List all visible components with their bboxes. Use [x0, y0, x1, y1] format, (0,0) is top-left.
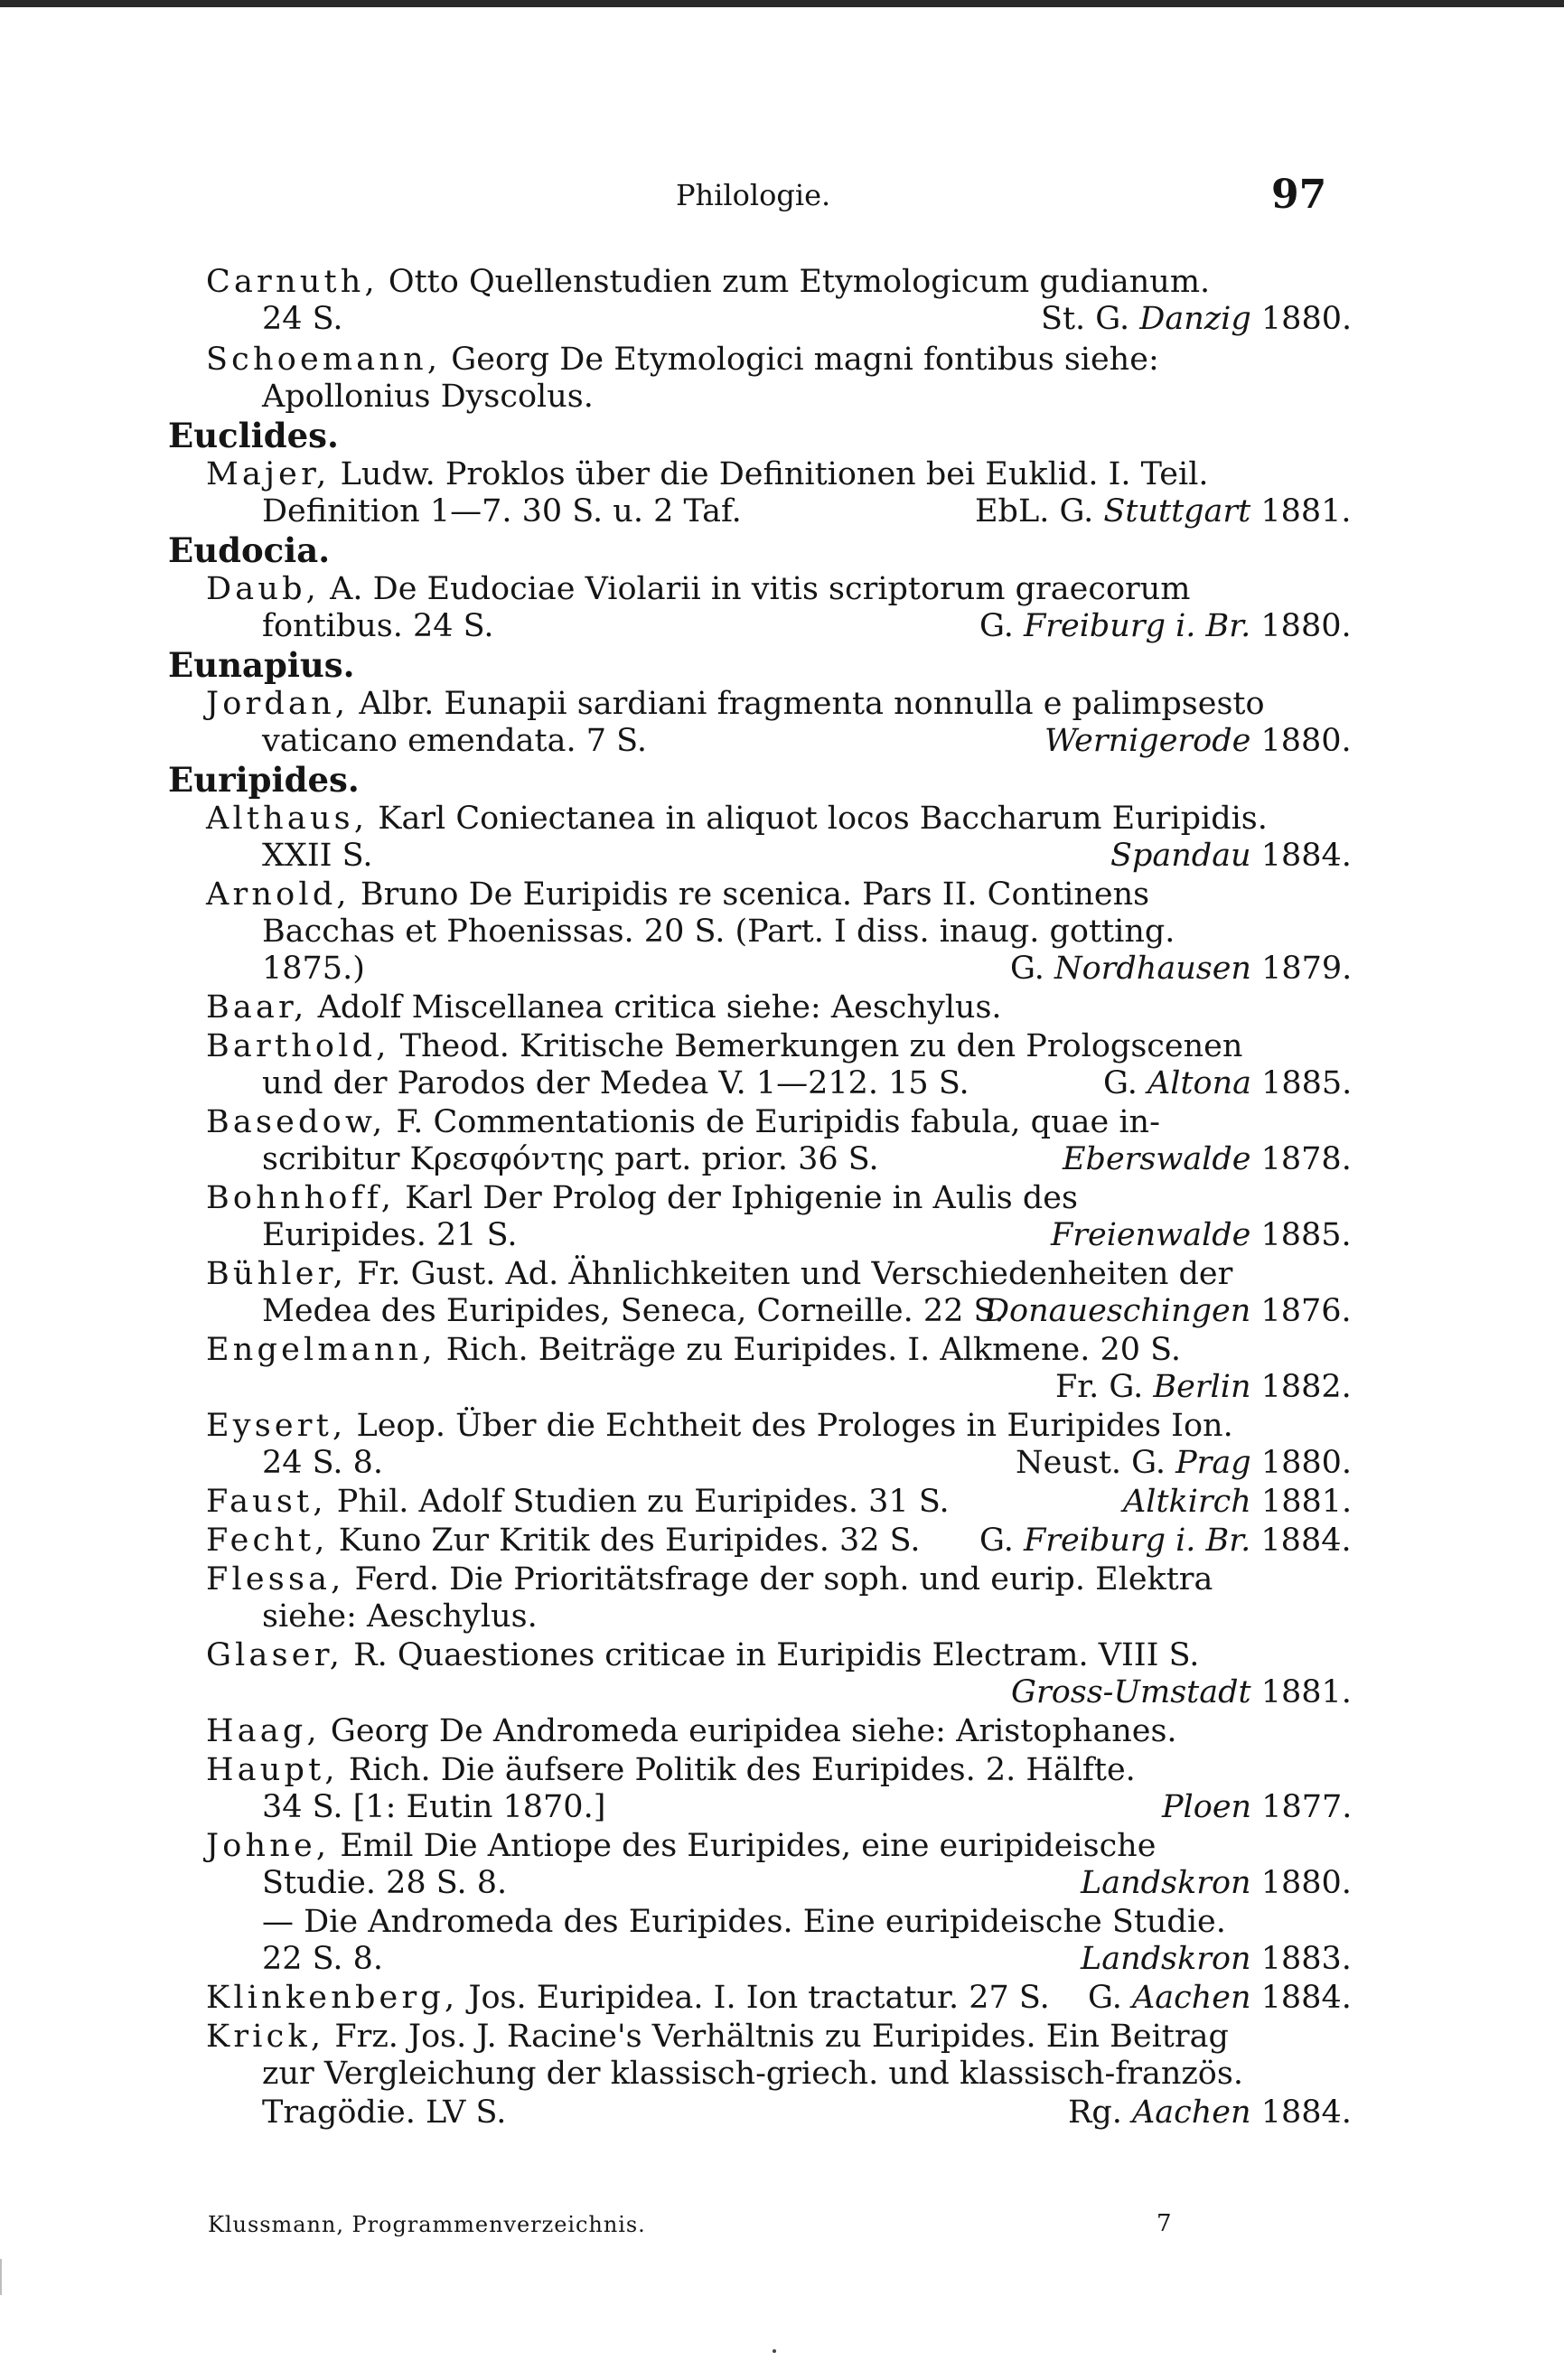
- entry-continuation: [262, 377, 594, 417]
- year: 1877.: [1251, 1789, 1353, 1825]
- entry-line: [206, 684, 1265, 724]
- year: 1876.: [1250, 1293, 1352, 1329]
- imprint: [1011, 1673, 1352, 1712]
- place-name: Freiburg i. Br.: [1023, 608, 1251, 644]
- place-name: Berlin: [1153, 1369, 1251, 1405]
- year: 1880.: [1250, 723, 1352, 759]
- entry-line: [206, 1826, 1156, 1866]
- imprint: [1123, 1482, 1352, 1522]
- entry-text: A. De Eudociae Violarii in vitis scriptorum graecorum: [320, 571, 1191, 607]
- author-surname: Bohnhoff,: [206, 1180, 396, 1216]
- school-type: G.: [979, 608, 1024, 644]
- place-name: Landskron: [1081, 1941, 1251, 1977]
- entry-continuation: [262, 836, 1352, 876]
- imprint: [1016, 1443, 1352, 1483]
- entry-text: siehe: Aeschylus.: [262, 1598, 538, 1635]
- entry-text: Jos. Euripidea. I. Ion tractatur. 27 S.: [458, 1980, 1050, 2016]
- year: 1879.: [1250, 951, 1353, 987]
- imprint: [1162, 1787, 1352, 1827]
- imprint: [979, 606, 1352, 646]
- entry-line: [206, 1102, 1160, 1142]
- entry-continuation: [262, 606, 1352, 646]
- author-surname: Johne,: [206, 1828, 331, 1864]
- entry-text: Ferd. Die Prioritätsfrage der soph. und eurip. Elektra: [344, 1561, 1213, 1598]
- entry-continuation: [262, 1215, 1352, 1255]
- place-name: Freienwalde: [1051, 1217, 1251, 1253]
- entry-continuation: [262, 912, 1175, 951]
- entry-text: Ludw. Proklos über die Definitionen bei Euklid. I. Teil.: [330, 456, 1209, 492]
- year: 1880.: [1250, 1865, 1352, 1901]
- entry-continuation: [262, 949, 1353, 989]
- imprint: [979, 1521, 1352, 1560]
- entry-text: Bacchas et Phoenissas. 20 S. (Part. I diss. inaug. gotting.: [262, 914, 1175, 950]
- section-heading: [168, 530, 330, 570]
- imprint: [1051, 1215, 1352, 1255]
- entry-text: zur Vergleichung der klassisch-griech. und klassisch-französ.: [262, 2056, 1243, 2092]
- year: 1880.: [1250, 301, 1353, 337]
- entry-line: [206, 1406, 1233, 1446]
- entry-continuation: [262, 1787, 1353, 1827]
- author-surname: Eysert,: [206, 1408, 347, 1444]
- entry-line: [206, 1750, 1136, 1790]
- author-surname: Schoemann,: [206, 342, 442, 378]
- author-surname: Haag,: [206, 1713, 321, 1749]
- running-header: Philologie.: [676, 178, 831, 212]
- imprint: [1068, 2093, 1352, 2132]
- section-heading: [168, 760, 360, 800]
- entry-text: vaticano emendata. 7 S.: [262, 723, 647, 759]
- entry-continuation: [262, 1139, 1352, 1179]
- entry-text: Rich. Die äufsere Politik des Euripides. 2. Hälfte.: [338, 1752, 1136, 1788]
- entry-continuation: [262, 1863, 1352, 1903]
- school-type: EbL. G.: [975, 493, 1104, 529]
- section-heading: [168, 645, 355, 685]
- entry-line: [206, 1635, 1199, 1675]
- author-surname: Carnuth,: [206, 264, 379, 300]
- entry-line: [206, 340, 1159, 379]
- school-type: Fr. G.: [1055, 1369, 1154, 1405]
- entry-line: [206, 875, 1149, 914]
- author-surname: Jordan,: [206, 686, 350, 722]
- entry-continuation: [262, 2093, 1352, 2132]
- entry-continuation: [262, 299, 1353, 339]
- entry-text: Definition 1—7. 30 S. u. 2 Taf.: [262, 493, 742, 529]
- entry-text: Bruno De Euripidis re scenica. Pars II. Continens: [350, 876, 1150, 913]
- author-surname: Arnold,: [206, 876, 351, 913]
- imprint: [1081, 1939, 1352, 1979]
- entry-text: Medea des Euripides, Seneca, Corneille. 22 S.: [262, 1293, 1005, 1329]
- entry-continuation: [262, 492, 1352, 531]
- entry-text: fontibus. 24 S.: [262, 608, 494, 644]
- place-name: Spandau: [1110, 838, 1251, 874]
- imprint: [1063, 1139, 1352, 1179]
- entry-line: [206, 1482, 1353, 1522]
- author-surname: Engelmann,: [206, 1332, 436, 1368]
- scan-speck: [773, 2349, 776, 2353]
- place-name: Stuttgart: [1103, 493, 1251, 529]
- author-surname: Klinkenberg,: [206, 1980, 459, 2016]
- imprint: [975, 492, 1352, 531]
- entry-continuation: [262, 1597, 538, 1636]
- school-type: G.: [1088, 1980, 1132, 2016]
- entry-continuation: [262, 1064, 1353, 1103]
- author-surname: Basedow,: [206, 1104, 387, 1140]
- year: 1880.: [1250, 608, 1352, 644]
- place-name: Freiburg i. Br.: [1023, 1523, 1251, 1559]
- entry-line: [206, 1978, 1352, 2018]
- entry-line: [206, 1026, 1242, 1066]
- school-type: G.: [1103, 1065, 1147, 1101]
- entry-line: [206, 1254, 1232, 1294]
- place-name: Altona: [1147, 1065, 1251, 1101]
- heading-text: Eunapius.: [168, 645, 355, 685]
- author-surname: Krick,: [206, 2019, 325, 2055]
- entry-text: und der Parodos der Medea V. 1—212. 15 S.: [262, 1065, 969, 1101]
- place-name: Eberswalde: [1063, 1141, 1251, 1177]
- entry-text: Karl Der Prolog der Iphigenie in Aulis des: [395, 1180, 1078, 1216]
- entry-text: Studie. 28 S. 8.: [262, 1865, 508, 1901]
- imprint: [1088, 1978, 1352, 2018]
- heading-text: Euripides.: [168, 760, 360, 800]
- author-surname: Majer,: [206, 456, 331, 492]
- author-surname: Bühler,: [206, 1256, 348, 1292]
- entry-text: 1875.): [262, 951, 365, 987]
- entry-text: Georg De Andromeda euripidea siehe: Aristophanes.: [320, 1713, 1177, 1749]
- entry-text: F. Commentationis de Euripidis fabula, quae in-: [386, 1104, 1160, 1140]
- author-surname: Flessa,: [206, 1561, 345, 1598]
- author-surname: Glaser,: [206, 1637, 344, 1673]
- place-name: Landskron: [1081, 1865, 1251, 1901]
- year: 1884.: [1250, 1523, 1352, 1559]
- year: 1884.: [1250, 838, 1352, 874]
- entry-line: [206, 262, 1210, 302]
- author-surname: Daub,: [206, 571, 320, 607]
- scan-top-edge: [0, 0, 1564, 7]
- entry-text: scribitur Κρεσφόντης part. prior. 36 S.: [262, 1141, 879, 1177]
- signature-number: 7: [1157, 2210, 1172, 2237]
- entry-line: [206, 1560, 1213, 1599]
- entry-text: 24 S.: [262, 301, 343, 337]
- entry-text: Albr. Eunapii sardiani fragmenta nonnulla e palimpsesto: [349, 686, 1265, 722]
- footer-signature: Klussmann, Programmenverzeichnis.: [208, 2212, 646, 2237]
- year: 1882.: [1250, 1369, 1352, 1405]
- year: 1884.: [1250, 2094, 1352, 2131]
- imprint: [1044, 721, 1352, 761]
- place-name: Aachen: [1132, 2094, 1251, 2131]
- heading-text: Eudocia.: [168, 530, 331, 570]
- author-surname: Baar,: [206, 989, 308, 1026]
- entry-line: [206, 1178, 1078, 1218]
- year: 1881.: [1250, 493, 1352, 529]
- entry-text: Fr. Gust. Ad. Ähnlichkeiten und Verschiedenheiten der: [347, 1256, 1233, 1292]
- entry-text: Rich. Beiträge zu Euripides. I. Alkmene. 20 S.: [435, 1332, 1182, 1368]
- school-type: G.: [979, 1523, 1024, 1559]
- place-name: Donaueschingen: [984, 1293, 1251, 1329]
- entry-text: — Die Andromeda des Euripides. Eine euripideische Studie.: [262, 1904, 1226, 1940]
- place-name: Danzig: [1139, 301, 1251, 337]
- entry-text: 22 S. 8.: [262, 1941, 384, 1977]
- author-surname: Althaus,: [206, 801, 369, 837]
- entry-line: [206, 569, 1191, 609]
- year: 1880.: [1250, 1445, 1353, 1481]
- entry-text: Georg De Etymologici magni fontibus siehe:: [441, 342, 1159, 378]
- school-type: Neust. G.: [1016, 1445, 1176, 1481]
- entry-text: 34 S. [1: Eutin 1870.]: [262, 1789, 606, 1825]
- place-name: Prag: [1175, 1445, 1251, 1481]
- school-type: Rg.: [1068, 2094, 1133, 2131]
- page-number: 97: [1271, 172, 1327, 218]
- year: 1881.: [1250, 1674, 1352, 1710]
- imprint: [1103, 1064, 1352, 1103]
- entry-text: Euripides. 21 S.: [262, 1217, 518, 1253]
- entry-continuation: [262, 1443, 1353, 1483]
- place-name: Aachen: [1131, 1980, 1251, 2016]
- entry-continuation: [262, 1939, 1352, 1979]
- entry-line: [206, 1711, 1177, 1751]
- entry-text: Leop. Über die Echtheit des Prologes in Euripides Ion.: [346, 1408, 1233, 1444]
- entry-text: Frz. Jos. J. Racine's Verhältnis zu Euripides. Ein Beitrag: [324, 2019, 1229, 2055]
- place-name: Ploen: [1162, 1789, 1252, 1825]
- place-name: Wernigerode: [1044, 723, 1251, 759]
- entry-continuation: [262, 1902, 1226, 1942]
- place-name: Nordhausen: [1054, 951, 1251, 987]
- entry-text: Otto Quellenstudien zum Etymologicum gudianum.: [378, 264, 1211, 300]
- entry-line: [206, 454, 1209, 494]
- entry-text: R. Quaestiones criticae in Euripidis Electram. VIII S.: [343, 1637, 1200, 1673]
- entry-text: Adolf Miscellanea critica siehe: Aeschylus.: [307, 989, 1002, 1026]
- imprint: [1055, 1367, 1352, 1407]
- entry-text: Emil Die Antiope des Euripides, eine euripideische: [330, 1828, 1157, 1864]
- year: 1881.: [1250, 1484, 1353, 1520]
- author-surname: Fecht,: [206, 1523, 329, 1559]
- author-surname: Faust,: [206, 1484, 327, 1520]
- place-name: Altkirch: [1123, 1484, 1251, 1520]
- entry-text: 24 S. 8.: [262, 1445, 384, 1481]
- school-type: St. G.: [1041, 301, 1140, 337]
- imprint: [1010, 949, 1352, 989]
- year: 1885.: [1250, 1065, 1353, 1101]
- scan-margin-mark: [0, 2259, 2, 2295]
- author-surname: Haupt,: [206, 1752, 339, 1788]
- entry-line: [206, 799, 1268, 839]
- entry-continuation: [262, 1291, 1352, 1331]
- school-type: G.: [1010, 951, 1054, 987]
- entry-text: Karl Coniectanea in aliquot locos Baccharum Euripidis.: [368, 801, 1268, 837]
- entry-text: Theod. Kritische Bemerkungen zu den Prologscenen: [389, 1028, 1243, 1064]
- entry-text: Tragödie. LV S.: [262, 2094, 507, 2131]
- entry-text: Apollonius Dyscolus.: [262, 379, 594, 415]
- entry-line: [206, 2017, 1229, 2057]
- imprint: [1110, 836, 1352, 876]
- entry-text: XXII S.: [262, 838, 373, 874]
- heading-text: Euclides.: [168, 416, 339, 455]
- imprint: [1041, 299, 1352, 339]
- year: 1883.: [1250, 1941, 1352, 1977]
- imprint: [1081, 1863, 1352, 1903]
- entry-line: [206, 1330, 1181, 1370]
- author-surname: Barthold,: [206, 1028, 390, 1064]
- entry-line: [206, 988, 1002, 1027]
- year: 1878.: [1250, 1141, 1352, 1177]
- imprint: [984, 1291, 1352, 1331]
- entry-text: Phil. Adolf Studien zu Euripides. 31 S.: [326, 1484, 950, 1520]
- entry-text: Kuno Zur Kritik des Euripides. 32 S.: [328, 1523, 921, 1559]
- year: 1884.: [1250, 1980, 1352, 2016]
- entry-line: [206, 1521, 1352, 1560]
- year: 1885.: [1250, 1217, 1352, 1253]
- entry-continuation: [262, 2054, 1243, 2094]
- section-heading: [168, 416, 339, 455]
- place-name: Gross-Umstadt: [1011, 1674, 1251, 1710]
- entry-continuation: [262, 721, 1352, 761]
